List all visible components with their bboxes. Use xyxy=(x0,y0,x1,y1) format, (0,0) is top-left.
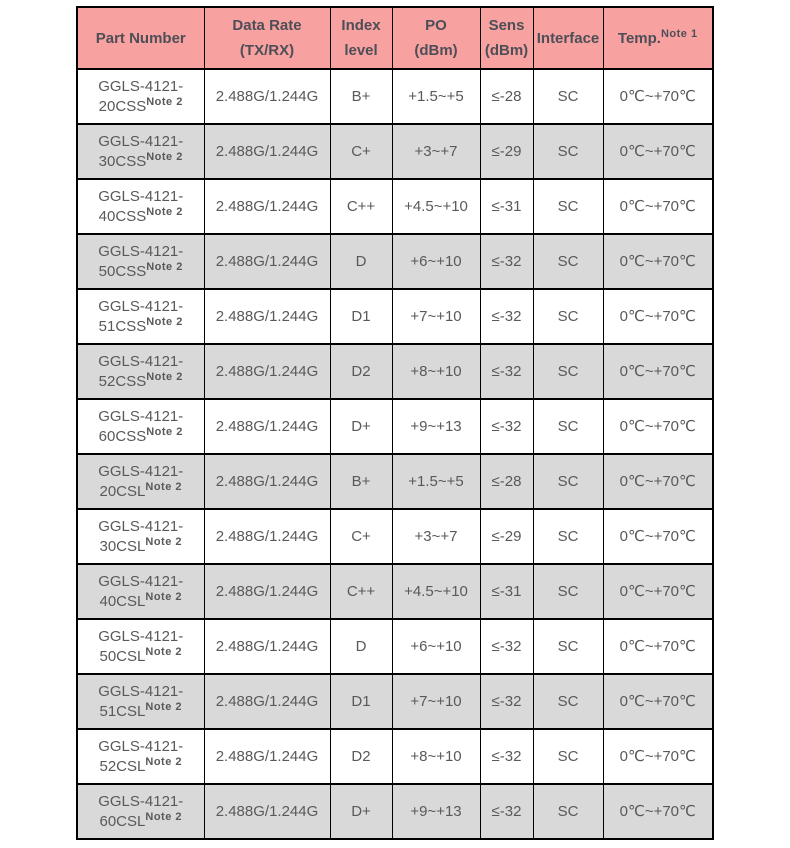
cell-interface: SC xyxy=(533,454,603,509)
cell-po: +8~+10 xyxy=(392,729,480,784)
part-number-line1: GGLS-4121- xyxy=(98,407,184,425)
cell-data-rate: 2.488G/1.244G xyxy=(204,509,330,564)
cell-temp: 0℃~+70℃ xyxy=(603,399,713,454)
cell-interface: SC xyxy=(533,69,603,124)
cell-index-level: D xyxy=(330,619,392,674)
cell-data-rate: 2.488G/1.244G xyxy=(204,564,330,619)
part-number-line1: GGLS-4121- xyxy=(98,242,184,260)
cell-data-rate: 2.488G/1.244G xyxy=(204,289,330,344)
cell-interface: SC xyxy=(533,674,603,729)
col-header-sens xyxy=(480,7,533,69)
part-number-line2: 51CSL xyxy=(99,702,146,720)
cell-part-number xyxy=(77,234,204,289)
cell-temp: 0℃~+70℃ xyxy=(603,234,713,289)
cell-po: +4.5~+10 xyxy=(392,564,480,619)
part-number-note-superscript: Note 2 xyxy=(146,205,183,218)
cell-index-level: C+ xyxy=(330,509,392,564)
cell-index-level: D+ xyxy=(330,784,392,839)
part-number-line2: 60CSL xyxy=(99,812,146,830)
cell-index-level: D xyxy=(330,234,392,289)
cell-po: +8~+10 xyxy=(392,344,480,399)
cell-interface: SC xyxy=(533,729,603,784)
table-row xyxy=(77,729,713,784)
data-rate-header-line2: (TX/RX) xyxy=(239,42,295,59)
cell-interface: SC xyxy=(533,124,603,179)
part-number-note-superscript: Note 2 xyxy=(146,315,183,328)
table-row xyxy=(77,289,713,344)
index-header-line2: level xyxy=(344,42,378,59)
part-number-note-superscript: Note 2 xyxy=(146,260,183,273)
table-row xyxy=(77,619,713,674)
cell-temp: 0℃~+70℃ xyxy=(603,179,713,234)
cell-index-level: C+ xyxy=(330,124,392,179)
table-row xyxy=(77,179,713,234)
temp-header-label: Temp. xyxy=(617,29,661,47)
cell-data-rate: 2.488G/1.244G xyxy=(204,729,330,784)
cell-part-number xyxy=(77,619,204,674)
cell-part-number xyxy=(77,289,204,344)
part-number-line2: 52CSL xyxy=(99,757,146,775)
cell-temp: 0℃~+70℃ xyxy=(603,454,713,509)
cell-data-rate: 2.488G/1.244G xyxy=(204,674,330,729)
data-rate-header-line1: Data Rate xyxy=(232,17,302,34)
cell-po: +6~+10 xyxy=(392,234,480,289)
part-number-line1: GGLS-4121- xyxy=(98,462,184,480)
part-number-note-superscript: Note 2 xyxy=(145,535,182,548)
cell-data-rate: 2.488G/1.244G xyxy=(204,784,330,839)
col-header-data-rate xyxy=(204,7,330,69)
cell-sens: ≤-31 xyxy=(480,564,533,619)
part-number-line1: GGLS-4121- xyxy=(98,737,184,755)
part-number-line2: 40CSS xyxy=(98,207,147,225)
col-header-interface xyxy=(533,7,603,69)
cell-temp: 0℃~+70℃ xyxy=(603,509,713,564)
part-number-note-superscript: Note 2 xyxy=(146,370,183,383)
cell-temp: 0℃~+70℃ xyxy=(603,69,713,124)
cell-part-number xyxy=(77,179,204,234)
cell-part-number xyxy=(77,124,204,179)
cell-part-number xyxy=(77,399,204,454)
cell-temp: 0℃~+70℃ xyxy=(603,124,713,179)
cell-index-level: D2 xyxy=(330,729,392,784)
cell-data-rate: 2.488G/1.244G xyxy=(204,124,330,179)
col-header-part-number xyxy=(77,7,204,69)
cell-data-rate: 2.488G/1.244G xyxy=(204,454,330,509)
cell-part-number xyxy=(77,69,204,124)
cell-part-number xyxy=(77,674,204,729)
table-row xyxy=(77,564,713,619)
optical-module-spec-table xyxy=(76,6,714,840)
cell-sens: ≤-28 xyxy=(480,454,533,509)
cell-interface: SC xyxy=(533,289,603,344)
cell-po: +3~+7 xyxy=(392,509,480,564)
part-number-note-superscript: Note 2 xyxy=(145,755,182,768)
part-number-line1: GGLS-4121- xyxy=(98,297,184,315)
cell-interface: SC xyxy=(533,344,603,399)
table-row xyxy=(77,674,713,729)
cell-po: +4.5~+10 xyxy=(392,179,480,234)
cell-index-level: B+ xyxy=(330,454,392,509)
cell-sens: ≤-32 xyxy=(480,619,533,674)
part-number-line2: 51CSS xyxy=(98,317,147,335)
cell-po: +9~+13 xyxy=(392,784,480,839)
part-number-line1: GGLS-4121- xyxy=(98,572,184,590)
part-number-note-superscript: Note 2 xyxy=(146,95,183,108)
part-number-line2: 52CSS xyxy=(98,372,147,390)
part-number-note-superscript: Note 2 xyxy=(145,645,182,658)
cell-part-number xyxy=(77,729,204,784)
cell-sens: ≤-32 xyxy=(480,399,533,454)
part-number-line1: GGLS-4121- xyxy=(98,132,184,150)
table-row xyxy=(77,344,713,399)
sens-header-line1: Sens xyxy=(488,17,525,34)
table-row xyxy=(77,69,713,124)
cell-part-number xyxy=(77,784,204,839)
cell-part-number xyxy=(77,344,204,399)
table-row xyxy=(77,399,713,454)
cell-po: +7~+10 xyxy=(392,674,480,729)
cell-temp: 0℃~+70℃ xyxy=(603,674,713,729)
cell-part-number xyxy=(77,454,204,509)
po-header-line1: PO xyxy=(425,17,447,34)
cell-sens: ≤-32 xyxy=(480,234,533,289)
cell-data-rate: 2.488G/1.244G xyxy=(204,619,330,674)
cell-temp: 0℃~+70℃ xyxy=(603,344,713,399)
cell-data-rate: 2.488G/1.244G xyxy=(204,234,330,289)
cell-po: +6~+10 xyxy=(392,619,480,674)
cell-temp: 0℃~+70℃ xyxy=(603,729,713,784)
cell-index-level: C++ xyxy=(330,564,392,619)
cell-interface: SC xyxy=(533,399,603,454)
table-row xyxy=(77,454,713,509)
cell-data-rate: 2.488G/1.244G xyxy=(204,69,330,124)
cell-part-number xyxy=(77,564,204,619)
col-header-temp xyxy=(603,7,713,69)
part-number-line2: 20CSL xyxy=(99,482,146,500)
cell-interface: SC xyxy=(533,619,603,674)
temp-header-note-superscript: Note 1 xyxy=(660,27,698,40)
part-number-line1: GGLS-4121- xyxy=(98,187,184,205)
cell-temp: 0℃~+70℃ xyxy=(603,564,713,619)
part-number-line2: 50CSL xyxy=(99,647,146,665)
cell-po: +1.5~+5 xyxy=(392,454,480,509)
cell-part-number xyxy=(77,509,204,564)
part-number-note-superscript: Note 2 xyxy=(145,480,182,493)
cell-temp: 0℃~+70℃ xyxy=(603,289,713,344)
part-number-line1: GGLS-4121- xyxy=(98,352,184,370)
col-header-index-level xyxy=(330,7,392,69)
part-number-note-superscript: Note 2 xyxy=(146,150,183,163)
part-number-line1: GGLS-4121- xyxy=(98,682,184,700)
cell-index-level: D1 xyxy=(330,289,392,344)
table-row xyxy=(77,124,713,179)
part-number-line2: 30CSS xyxy=(98,152,147,170)
cell-data-rate: 2.488G/1.244G xyxy=(204,399,330,454)
cell-po: +9~+13 xyxy=(392,399,480,454)
cell-po: +1.5~+5 xyxy=(392,69,480,124)
cell-temp: 0℃~+70℃ xyxy=(603,784,713,839)
part-number-line2: 60CSS xyxy=(98,427,147,445)
part-number-line1: GGLS-4121- xyxy=(98,77,184,95)
cell-sens: ≤-32 xyxy=(480,344,533,399)
interface-header-label: Interface xyxy=(536,29,600,47)
cell-sens: ≤-28 xyxy=(480,69,533,124)
cell-sens: ≤-31 xyxy=(480,179,533,234)
part-number-line1: GGLS-4121- xyxy=(98,792,184,810)
part-number-note-superscript: Note 2 xyxy=(145,590,182,603)
part-number-note-superscript: Note 2 xyxy=(146,425,183,438)
cell-interface: SC xyxy=(533,509,603,564)
cell-index-level: C++ xyxy=(330,179,392,234)
cell-po: +7~+10 xyxy=(392,289,480,344)
cell-data-rate: 2.488G/1.244G xyxy=(204,179,330,234)
part-number-note-superscript: Note 2 xyxy=(145,810,182,823)
cell-temp: 0℃~+70℃ xyxy=(603,619,713,674)
part-number-line2: 30CSL xyxy=(99,537,146,555)
cell-sens: ≤-32 xyxy=(480,729,533,784)
cell-index-level: D+ xyxy=(330,399,392,454)
table-row xyxy=(77,784,713,839)
part-number-line2: 20CSS xyxy=(98,97,147,115)
part-number-line2: 40CSL xyxy=(99,592,146,610)
part-number-note-superscript: Note 2 xyxy=(145,700,182,713)
po-header-line2: (dBm) xyxy=(414,42,458,59)
cell-interface: SC xyxy=(533,564,603,619)
part-number-line2: 50CSS xyxy=(98,262,147,280)
cell-index-level: D2 xyxy=(330,344,392,399)
table-row xyxy=(77,234,713,289)
sens-header-line2: (dBm) xyxy=(484,42,529,59)
header-row xyxy=(77,7,713,69)
cell-sens: ≤-29 xyxy=(480,124,533,179)
cell-index-level: B+ xyxy=(330,69,392,124)
cell-sens: ≤-32 xyxy=(480,674,533,729)
cell-data-rate: 2.488G/1.244G xyxy=(204,344,330,399)
cell-interface: SC xyxy=(533,234,603,289)
index-header-line1: Index xyxy=(341,17,381,34)
cell-sens: ≤-32 xyxy=(480,784,533,839)
cell-sens: ≤-29 xyxy=(480,509,533,564)
cell-sens: ≤-32 xyxy=(480,289,533,344)
part-number-line1: GGLS-4121- xyxy=(98,517,184,535)
part-number-header-label: Part Number xyxy=(95,29,186,47)
cell-interface: SC xyxy=(533,179,603,234)
table-row xyxy=(77,509,713,564)
part-number-line1: GGLS-4121- xyxy=(98,627,184,645)
cell-interface: SC xyxy=(533,784,603,839)
cell-index-level: D1 xyxy=(330,674,392,729)
col-header-po xyxy=(392,7,480,69)
cell-po: +3~+7 xyxy=(392,124,480,179)
